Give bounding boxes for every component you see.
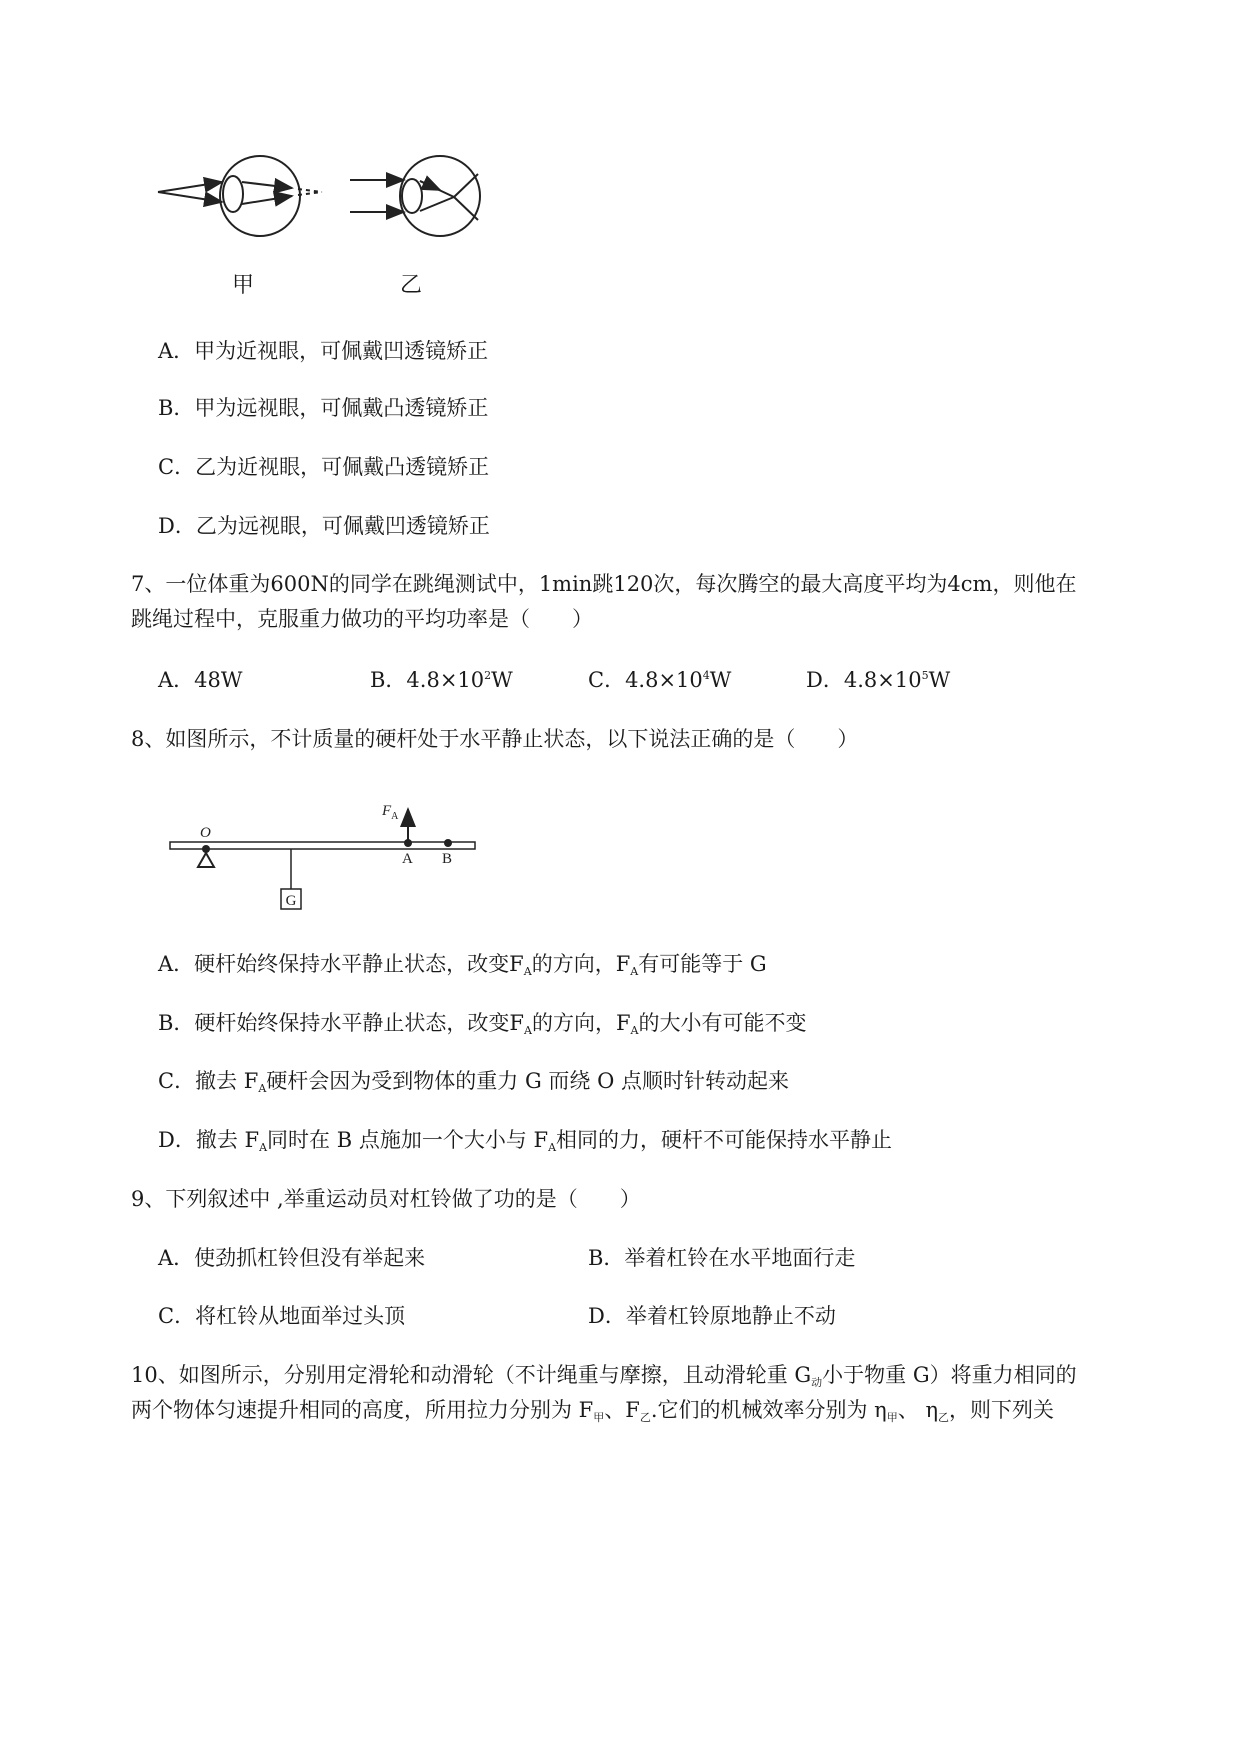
q7-option-c[interactable]: C．$4.8\times 10^4W$ (588, 668, 732, 692)
q6-option-b[interactable]: B．甲为远视眼，可佩戴凸透镜矫正 (158, 396, 489, 420)
q6-option-a[interactable]: A．甲为近视眼，可佩戴凹透镜矫正 (158, 339, 489, 363)
q8-option-a[interactable]: A．硬杆始终保持水平静止状态，改变$F_A$的方向，$F_A$有可能等于 G (158, 952, 767, 978)
eye-jia-drawing (158, 156, 322, 236)
eye-yi-drawing (350, 156, 480, 236)
eye-label-jia: 甲 (232, 273, 255, 298)
eye-diagram-figure (150, 150, 510, 310)
force-fa-label: $F_A$ (382, 803, 399, 822)
q8-stem: 8、如图所示，不计质量的硬杆处于水平静止状态，以下说法正确的是（ ） (131, 727, 859, 751)
q9-stem: 9、下列叙述中 ,举重运动员对杠铃做了功的是（ ） (131, 1187, 641, 1211)
q6-option-d[interactable]: D．乙为远视眼，可佩戴凹透镜矫正 (158, 514, 490, 538)
q9-option-c[interactable]: C．将杠铃从地面举过头顶 (158, 1304, 406, 1328)
q8-option-c[interactable]: C．撤去 $F_A$硬杆会因为受到物体的重力 G 而绕 O 点顺时针转动起来 (158, 1069, 789, 1095)
q7-option-d[interactable]: D．$4.8\times 10^5W$ (806, 668, 951, 692)
q7-option-a[interactable]: A．48W (158, 668, 243, 692)
q10-stem-line2: 两个物体匀速提升相同的高度，所用拉力分别为 $F_甲$、$F_乙$.它们的机械效率分别为 $\eta_甲$、 $\eta_乙$，则下列关 (131, 1398, 1055, 1424)
point-a-label: A (402, 851, 413, 867)
q6-option-c[interactable]: C．乙为近视眼，可佩戴凸透镜矫正 (158, 455, 490, 479)
q9-option-d[interactable]: D．举着杠铃原地静止不动 (588, 1304, 836, 1328)
q8-option-b[interactable]: B．硬杆始终保持水平静止状态，改变$F_A$的方向，$F_A$的大小有可能不变 (158, 1011, 807, 1037)
q7-stem-line2: 跳绳过程中，克服重力做功的平均功率是（ ） (131, 607, 593, 631)
point-b-dot (444, 839, 452, 847)
q7-stem-line1: 7、一位体重为600N的同学在跳绳测试中，1min跳120次，每次腾空的最大高度平均为4cm，则他在 (131, 572, 1077, 596)
point-b-label: B (442, 851, 453, 867)
point-o-label: O (200, 825, 211, 841)
lever-rod (170, 842, 475, 849)
q10-stem-line1: 10、如图所示，分别用定滑轮和动滑轮（不计绳重与摩擦，且动滑轮重 $G_动$小于物重 G）将重力相同的 (131, 1363, 1077, 1389)
lever-diagram-figure (160, 795, 490, 920)
q7-option-b[interactable]: B．$4.8\times 10^2W$ (370, 668, 513, 692)
q9-option-b[interactable]: B．举着杠铃在水平地面行走 (588, 1246, 856, 1270)
q8-option-d[interactable]: D．撤去 $F_A$同时在 B 点施加一个大小与 $F_A$相同的力，硬杆不可能保持水平静止 (158, 1128, 893, 1154)
q9-option-a[interactable]: A．使劲抓杠铃但没有举起来 (158, 1246, 426, 1270)
eye-label-yi: 乙 (400, 273, 423, 298)
weight-label: G (285, 893, 297, 909)
